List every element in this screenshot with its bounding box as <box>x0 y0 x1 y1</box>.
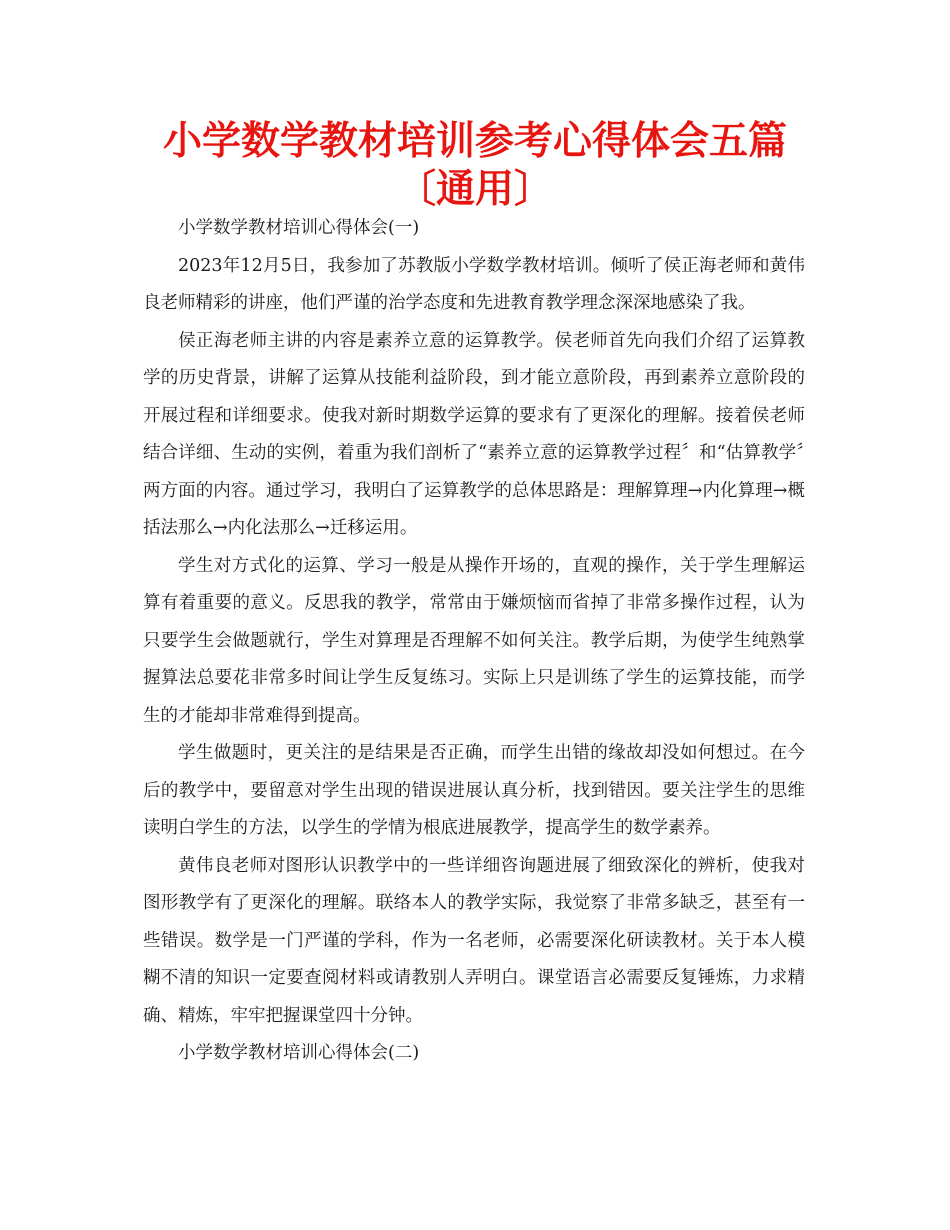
document-body <box>143 210 805 1073</box>
section-heading-2: 小学数学教材培训心得体会(二) <box>178 1043 420 1063</box>
document-title: 小学数学教材培训参考心得体会五篇〔通用〕 <box>162 119 787 212</box>
paragraph: 2023年12月5日，我参加了苏教版小学数学教材培训。倾听了侯正海老师和黄伟良老师精彩的讲座，他们严谨的治学态度和先进教育教学理念深深地感染了我。 <box>143 255 805 313</box>
paragraph: 侯正海老师主讲的内容是素养立意的运算教学。侯老师首先向我们介绍了运算教学的历史背景，讲解了运算从技能利益阶段，到才能立意阶段，再到素养立意阶段的开展过程和详细要求。使我对新时期数学运算的要求有了更深化的理解。接着侯老师结合详细、生动的实例，着重为我们剖析了“素养立意的运算教学过程〞和“估算教学〞两方面的内容。通过学习，我明白了运算教学的总体思路是：理解算理→内化算理→概括法那么→内化法那么→迁移运用。 <box>143 330 805 538</box>
paragraph: 学生做题时，更关注的是结果是否正确，而学生出错的缘故却没如何想过。在今后的教学中，要留意对学生出现的错误进展认真分析，找到错因。要关注学生的思维读明白学生的方法，以学生的学情为根底进展教学，提高学生的数学素养。 <box>143 743 805 838</box>
paragraph: 学生对方式化的运算、学习一般是从操作开场的，直观的操作，关于学生理解运算有着重要的意义。反思我的教学，常常由于嫌烦恼而省掉了非常多操作过程，认为只要学生会做题就行，学生对算理是否理解不如何关注。教学后期，为使学生纯熟掌握算法总要花非常多时间让学生反复练习。实际上只是训练了学生的运算技能，而学生的才能却非常难得到提高。 <box>143 555 805 726</box>
section-heading-1: 小学数学教材培训心得体会(一) <box>178 218 420 238</box>
paragraph: 黄伟良老师对图形认识教学中的一些详细咨询题进展了细致深化的辨析，使我对图形教学有了更深化的理解。联络本人的教学实际，我觉察了非常多缺乏，甚至有一些错误。数学是一门严谨的学科，作为一名老师，必需要深化研读教材。关于本人模糊不清的知识一定要查阅材料或请教别人弄明白。课堂语言必需要反复锤炼，力求精确、精炼，牢牢把握课堂四十分钟。 <box>143 855 805 1026</box>
